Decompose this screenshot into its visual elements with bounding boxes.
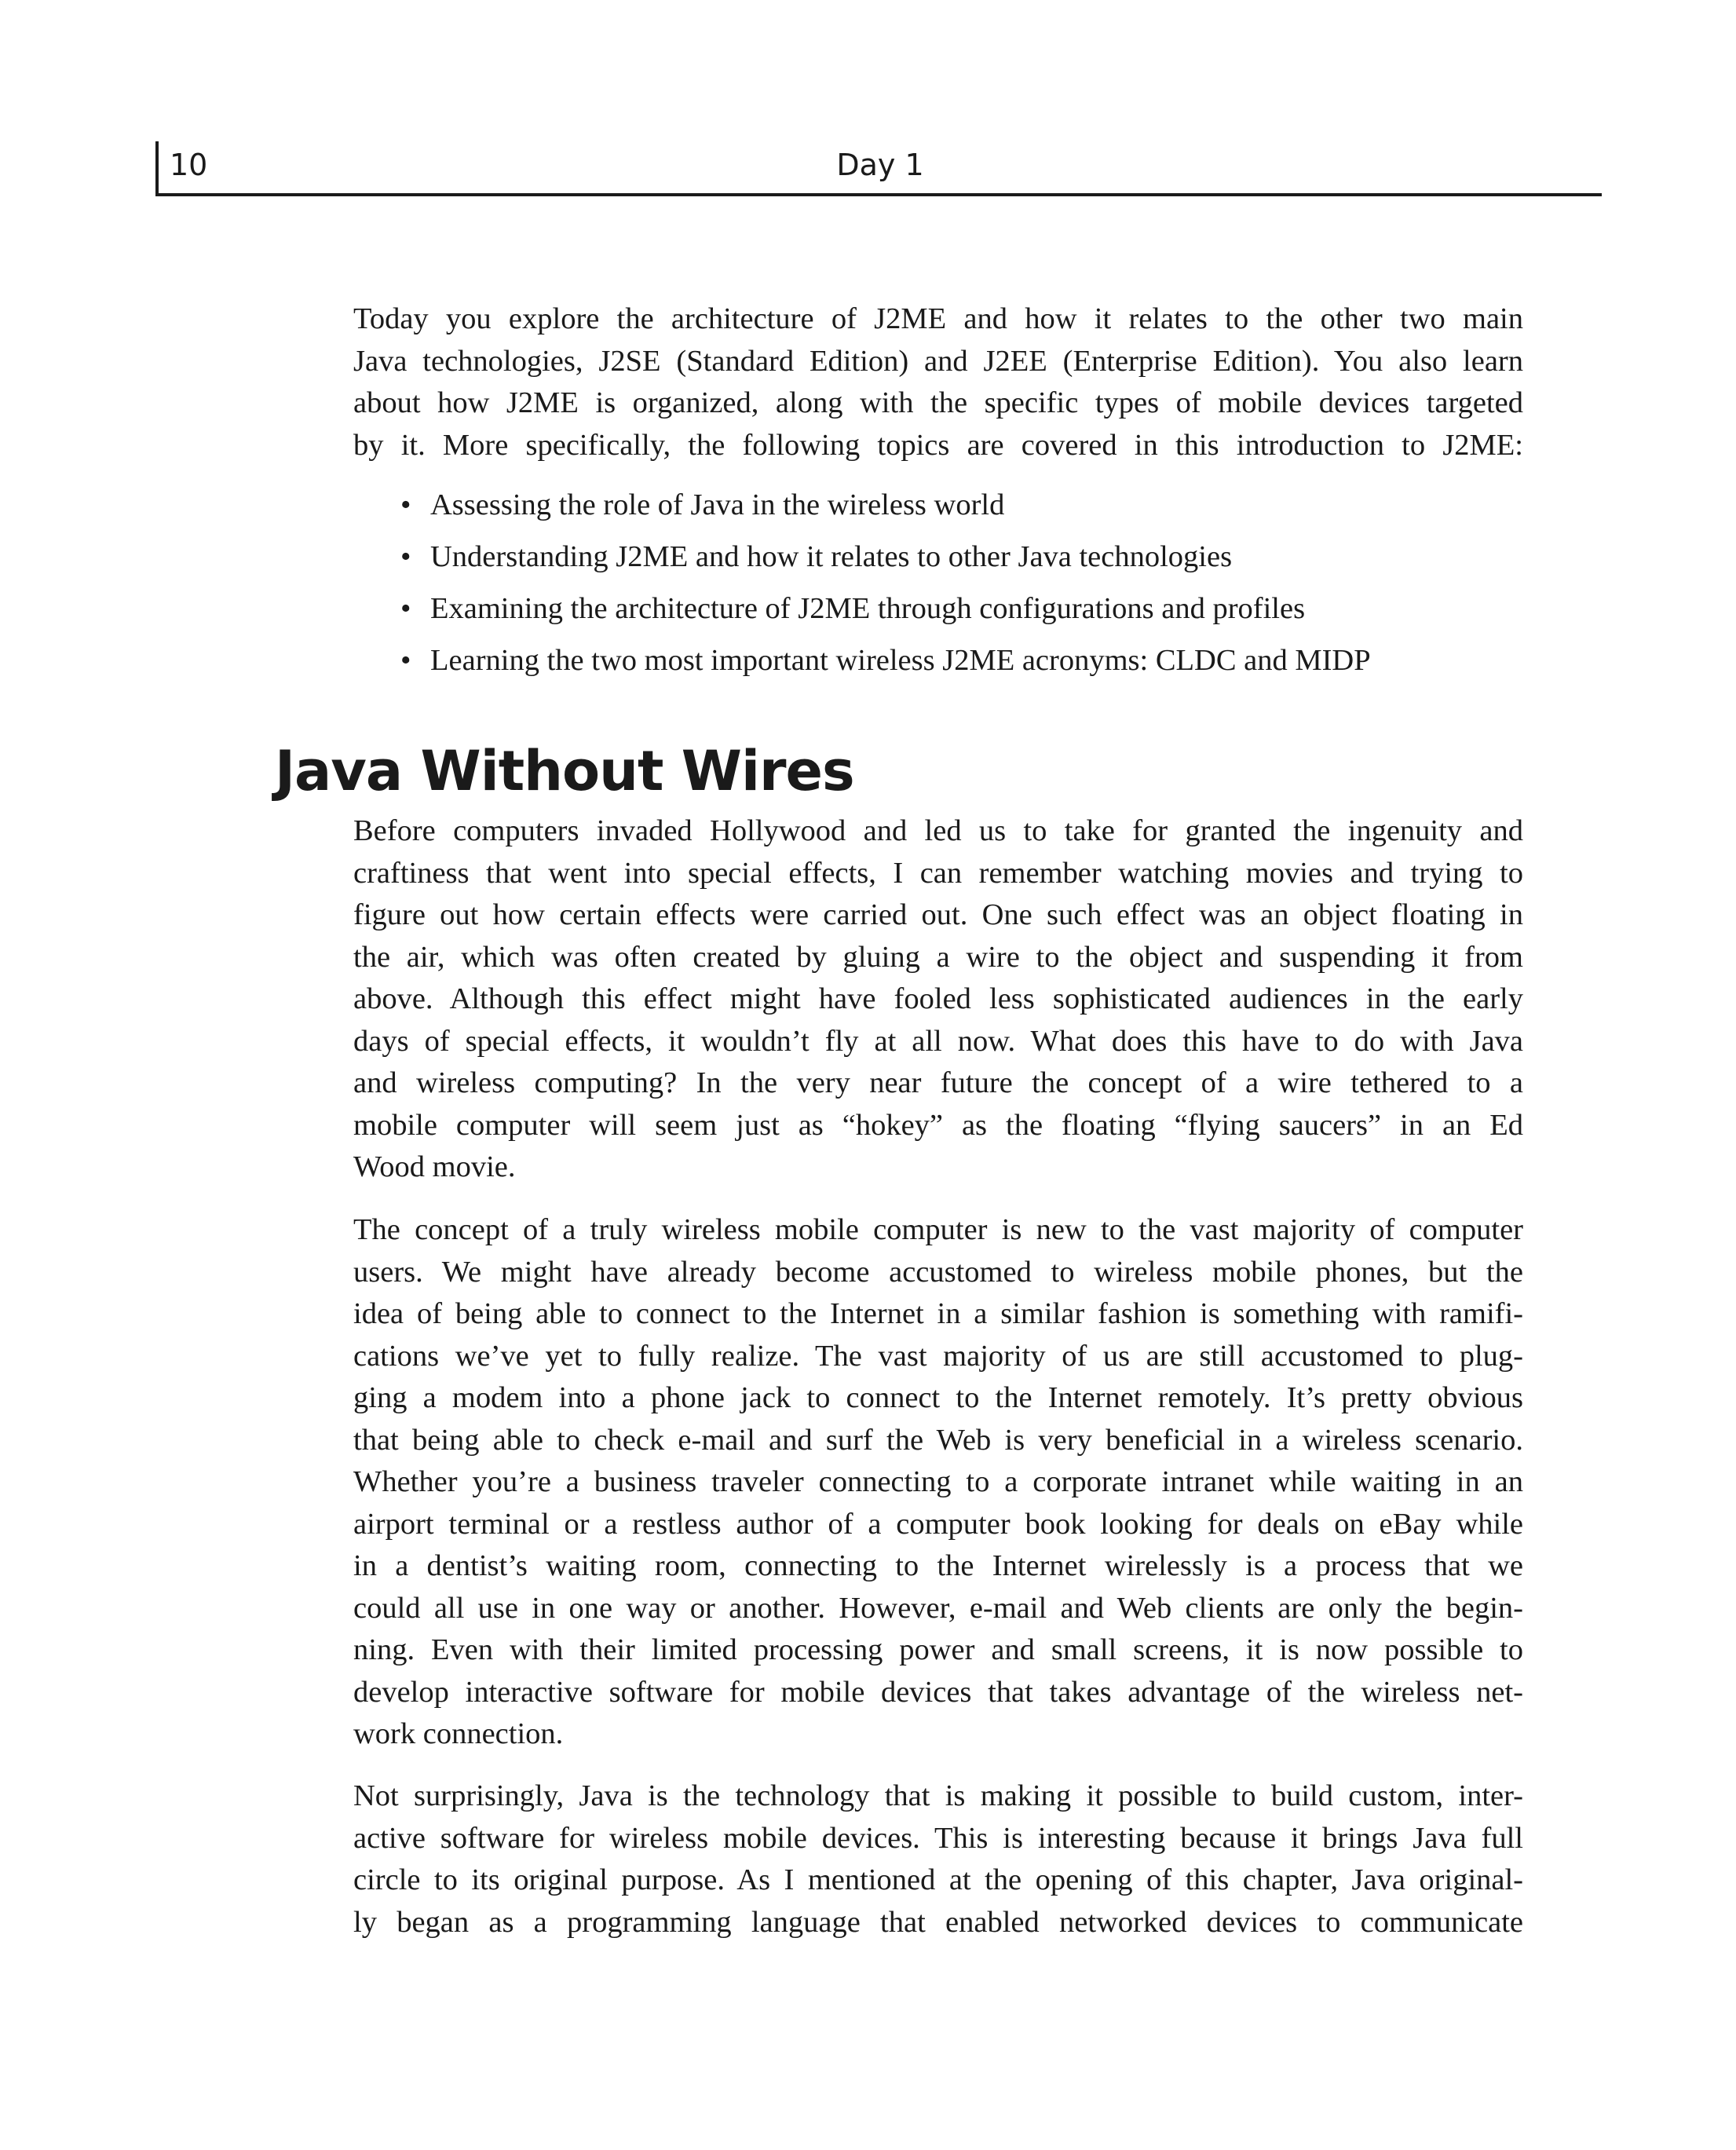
text-line: cations we’ve yet to fully realize. The vast majority of us are still accustomed to plug- — [353, 1339, 1523, 1373]
bullet-icon: • — [400, 540, 411, 573]
list-item-text: Learning the two most important wireless J2ME acronyms: CLDC and MIDP — [430, 644, 1371, 677]
text-line: and wireless computing? In the very near future the concept of a wire tethered to a — [353, 1066, 1523, 1099]
text-line: could all use in one way or another. However, e-mail and Web clients are only the begin- — [353, 1591, 1523, 1625]
text-line: Today you explore the architecture of J2ME and how it relates to the other two main — [353, 302, 1523, 335]
body-paragraph — [353, 1775, 1523, 1943]
text-line: users. We might have already become accustomed to wireless mobile phones, but the — [353, 1255, 1523, 1289]
list-item-text: Understanding J2ME and how it relates to other Java technologies — [430, 540, 1233, 573]
text-line: days of special effects, it wouldn’t fly at all now. What does this have to do with Java — [353, 1024, 1523, 1058]
list-item — [353, 588, 1523, 640]
text-line: that being able to check e-mail and surf the Web is very beneficial in a wireless scenario. — [353, 1423, 1523, 1457]
text-line: about how J2ME is organized, along with the specific types of mobile devices targeted — [353, 386, 1523, 419]
text-line: circle to its original purpose. As I mentioned at the opening of this chapter, Java original- — [353, 1863, 1523, 1896]
list-item — [353, 640, 1523, 692]
text-line: ning. Even with their limited processing power and small screens, it is now possible to — [353, 1633, 1523, 1666]
section-heading: Java Without Wires — [275, 739, 854, 803]
text-line: ging a modem into a phone jack to connect to the Internet remotely. It’s pretty obvious — [353, 1381, 1523, 1414]
text-line: the air, which was often created by gluing a wire to the object and suspending it from — [353, 940, 1523, 974]
text-line: Wood movie. — [353, 1150, 516, 1183]
text-line: develop interactive software for mobile devices that takes advantage of the wireless net- — [353, 1675, 1523, 1709]
list-item — [353, 484, 1523, 536]
topics-list — [353, 484, 1523, 692]
bullet-icon: • — [400, 644, 411, 677]
text-line: in a dentist’s waiting room, connecting to the Internet wirelessly is a process that we — [353, 1549, 1523, 1582]
bullet-icon: • — [400, 592, 411, 625]
text-line: Not surprisingly, Java is the technology that is making it possible to build custom, inter- — [353, 1779, 1523, 1812]
body-paragraph — [353, 810, 1523, 1189]
intro-paragraph — [353, 298, 1523, 466]
bullet-icon: • — [400, 488, 411, 521]
list-item-text: Assessing the role of Java in the wireless world — [430, 488, 1005, 521]
text-line: active software for wireless mobile devices. This is interesting because it brings Java full — [353, 1821, 1523, 1855]
text-line: above. Although this effect might have fooled less sophisticated audiences in the early — [353, 982, 1523, 1015]
text-line: The concept of a truly wireless mobile computer is new to the vast majority of computer — [353, 1213, 1523, 1246]
text-line: airport terminal or a restless author of a computer book looking for deals on eBay while — [353, 1507, 1523, 1541]
body-paragraph — [353, 1209, 1523, 1756]
text-line: craftiness that went into special effects, I can remember watching movies and trying to — [353, 856, 1523, 890]
list-item-text: Examining the architecture of J2ME through configurations and profiles — [430, 592, 1306, 625]
page-number: 10 — [170, 148, 208, 182]
text-line: work connection. — [353, 1717, 564, 1750]
text-line: ly began as a programming language that enabled networked devices to communicate — [353, 1905, 1523, 1939]
running-title: Day 1 — [836, 148, 924, 182]
running-header — [155, 141, 1602, 196]
text-line: figure out how certain effects were carried out. One such effect was an object floating in — [353, 898, 1523, 931]
text-line: mobile computer will seem just as “hokey” as the floating “flying saucers” in an Ed — [353, 1108, 1523, 1142]
text-line: Whether you’re a business traveler connecting to a corporate intranet while waiting in an — [353, 1465, 1523, 1498]
list-item — [353, 536, 1523, 588]
text-line: by it. More specifically, the following topics are covered in this introduction to J2ME: — [353, 428, 1523, 462]
text-line: Before computers invaded Hollywood and led us to take for granted the ingenuity and — [353, 814, 1523, 847]
text-line: Java technologies, J2SE (Standard Edition) and J2EE (Enterprise Edition). You also learn — [353, 344, 1523, 378]
text-line: idea of being able to connect to the Internet in a similar fashion is something with ramifi- — [353, 1297, 1523, 1330]
